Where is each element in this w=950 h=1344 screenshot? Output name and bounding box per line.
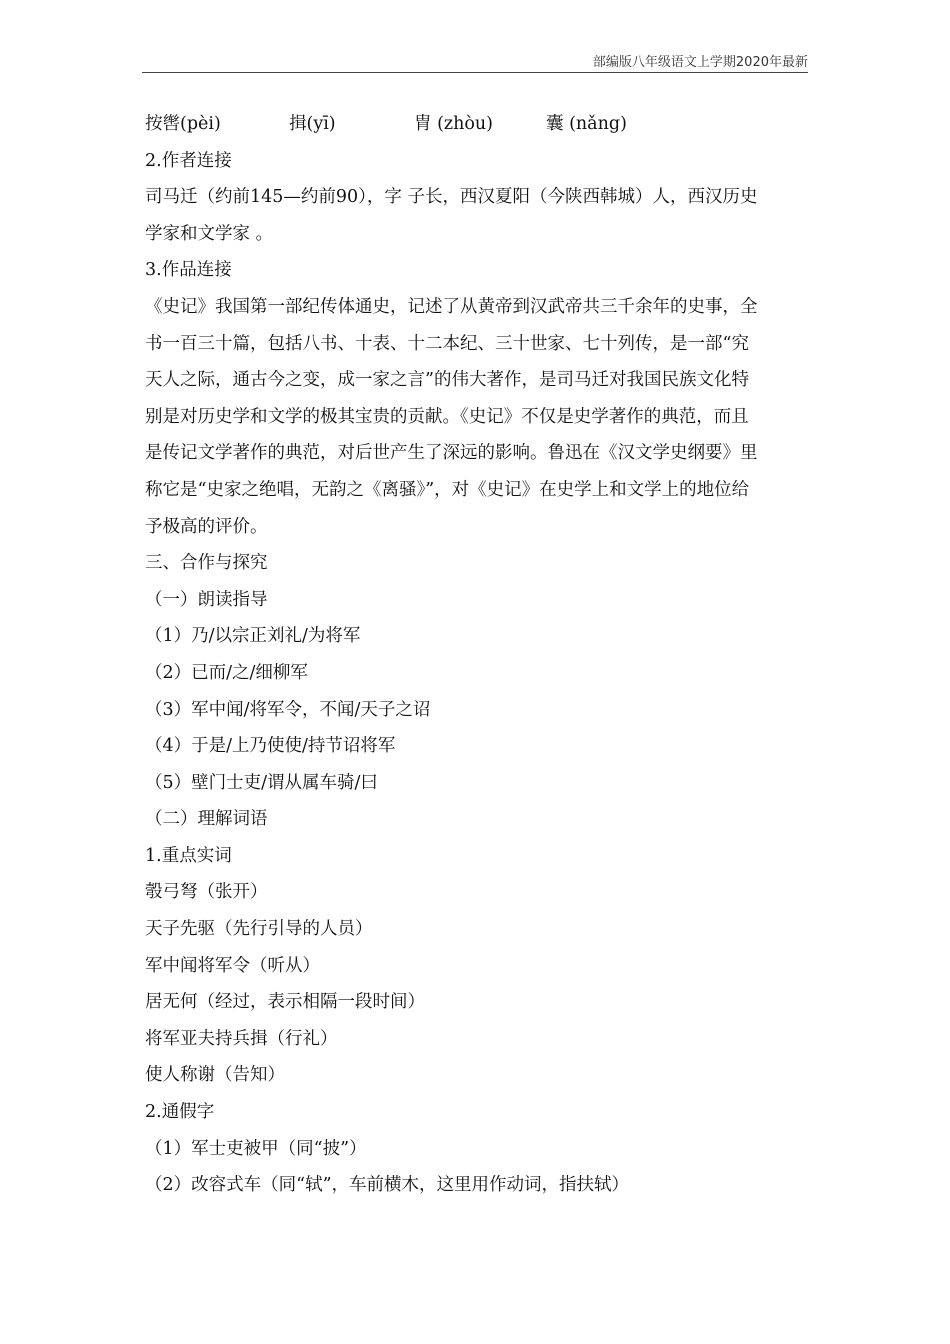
reading-item: （2）已而/之/细柳军 — [145, 662, 308, 683]
work-text-line: 予极高的评价。 — [145, 516, 268, 537]
page-header: 部编版八年级语文上学期2020年最新 — [592, 55, 808, 70]
reading-item: （1）乃/以宗正刘礼/为将军 — [145, 626, 361, 647]
author-text-line: 学家和文学家 。 — [145, 223, 274, 244]
pinyin-item: 囊 (nǎng) — [546, 114, 627, 134]
keyword-item: 天子先驱（先行引导的人员） — [145, 919, 373, 940]
work-text-line: 书一百三十篇，包括八书、十表、十二本纪、三十世家、七十列传，是一部“究 — [145, 333, 749, 354]
work-text-line: 别是对历史学和文学的极其宝贵的贡献。《史记》不仅是史学著作的典范，而且 — [145, 406, 749, 427]
document-body — [145, 106, 813, 1204]
keyword-item: 将军亚夫持兵揖（行礼） — [145, 1028, 338, 1049]
work-text-line: 天人之际，通古今之变，成一家之言”的伟大著作，是司马迁对我国民族文化特 — [145, 370, 749, 391]
author-heading: 2.作者连接 — [145, 150, 232, 171]
tongjia-item: （1）军士吏被甲（同“披”） — [145, 1138, 367, 1159]
header-divider — [142, 72, 808, 73]
pinyin-row — [145, 106, 813, 143]
work-text-line: 是传记文学著作的典范，对后世产生了深远的影响。鲁迅在《汉文学史纲要》里 — [145, 443, 758, 464]
keyword-item: 居无何（经过，表示相隔一段时间） — [145, 992, 425, 1013]
pinyin-item: 按辔(pèi) — [145, 114, 221, 134]
reading-item: （4）于是/上乃使使/持节诏将军 — [145, 736, 396, 757]
work-text-line: 《史记》我国第一部纪传体通史，记述了从黄帝到汉武帝共三千余年的史事，全 — [145, 296, 758, 317]
pinyin-item: 胄 (zhòu) — [414, 114, 494, 134]
keyword-item: 军中闻将军令（听从） — [145, 955, 320, 976]
tongjia-heading: 2.通假字 — [145, 1102, 215, 1123]
subsection-heading: （二）理解词语 — [145, 809, 268, 830]
tongjia-item: （2）改容式车（同“轼”，车前横木，这里用作动词，指扶轼） — [145, 1175, 630, 1196]
keyword-item: 使人称谢（告知） — [145, 1065, 285, 1086]
keyword-item: 彀弓弩（张开） — [145, 882, 268, 903]
pinyin-item: 揖(yī) — [289, 114, 336, 134]
reading-item: （3）军中闻/将军令，不闻/天子之诏 — [145, 699, 431, 720]
keywords-heading: 1.重点实词 — [145, 845, 232, 866]
section-heading: 三、合作与探究 — [145, 553, 268, 574]
work-text-line: 称它是“史家之绝唱，无韵之《离骚》”，对《史记》在史学上和文学上的地位给 — [145, 479, 750, 500]
author-text-line: 司马迁（约前145—约前90），字 子长，西汉夏阳（今陕西韩城）人，西汉历史 — [145, 187, 758, 208]
reading-item: （5）壁门士吏/谓从属车骑/曰 — [145, 772, 378, 793]
work-heading: 3.作品连接 — [145, 260, 232, 281]
subsection-heading: （一）朗读指导 — [145, 589, 268, 610]
